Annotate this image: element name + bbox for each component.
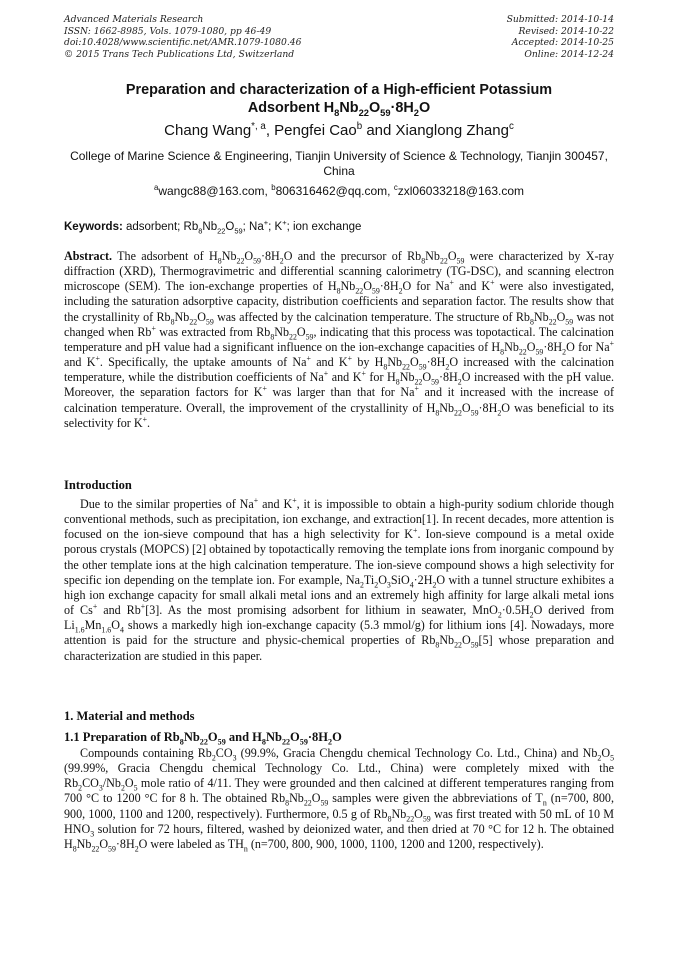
affiliation: College of Marine Science & Engineering, Tianjin University of Science & Technology, Tianjin 300457, China bbox=[70, 149, 608, 178]
methods-paragraph: Compounds containing $Rb_2CO_3$ (99.9%, Gracia Chengdu chemical Technology Co. Ltd., China) and $Nb_2O_5$ (99.99%, Gracia Chengdu chemical Technology Co. Ltd., China) were completely mixed with the $Rb_2CO_3/Nb_2O_5$ mole ratio of 4/11. They were grounded and then calcined at different temperatures ranging from 700 °C to 1200 °C for 8 h. The obtained $Rb_8Nb_{22}O_{59}$ samples were given the abbreviations of $T_n$ (n=700, 800, 900, 1000, 1100 and 1200, respectively). Furthermore, 0.5 g of $Rb_8Nb_{22}O_{59}$ was first treated with 50 mL of 10 M $HNO_3$ solution for 72 hours, filtered, washed by deionized water, and then dried at 70 °C for 12 h. The obtained $H_8Nb_{22}O_{59}\cdot 8H_2O$ were labeled as $TH_n$ (n=700, 800, 900, 1000, 1100, 1200 and 1200, respectively). bbox=[64, 746, 614, 854]
accepted-date: Accepted: 2014-10-25 bbox=[511, 37, 614, 48]
keywords: Keywords: adsorbent; $Rb_8Nb_{22}O_{59}$; Na+; K+; ion exchange bbox=[64, 218, 362, 236]
header-right bbox=[507, 14, 614, 60]
introduction bbox=[64, 497, 614, 664]
email-3[interactable]: zxl06033218@163.com bbox=[397, 184, 525, 198]
revised-date: Revised: 2014-10-22 bbox=[518, 25, 614, 37]
abstract-label: Abstract. bbox=[64, 249, 113, 263]
author-2-mark: b bbox=[356, 121, 363, 132]
intro-heading: Introduction bbox=[64, 478, 132, 492]
author-3-mark: c bbox=[508, 121, 514, 132]
title-prefix: Adsorbent bbox=[247, 99, 324, 116]
email-b-mark: b bbox=[271, 183, 276, 192]
issn-line: ISSN: 1662-8985, Vols. 1079-1080, pp 46-49 bbox=[64, 25, 272, 37]
author-3: and Xianglong Zhang bbox=[362, 122, 509, 139]
email-2[interactable]: 806316462@qq.com, bbox=[275, 184, 394, 198]
email-1[interactable]: wangc88@163.com, bbox=[158, 184, 272, 198]
methods-text bbox=[64, 746, 614, 852]
title-line-2: Adsorbent $H_8Nb_{22}O_{59}\cdot 8H_2O$ bbox=[247, 99, 431, 118]
online-date: Online: 2014-12-24 bbox=[524, 48, 614, 60]
title-line-1: Preparation and characterization of a High-efficient Potassium bbox=[125, 82, 553, 98]
section-1-heading: 1. Material and methods bbox=[64, 709, 195, 723]
section-1-1-heading: 1.1 Preparation of $Rb_8Nb_{22}O_{59}$ and $H_8Nb_{22}O_{59}\cdot 8H_2O$ bbox=[64, 730, 342, 747]
journal-name: Advanced Materials Research bbox=[64, 14, 204, 25]
email-list bbox=[40, 184, 638, 198]
paper-title bbox=[40, 82, 638, 117]
journal-header bbox=[64, 14, 614, 60]
doi-line: doi:10.4028/www.scientific.net/AMR.1079-1080.46 bbox=[64, 37, 302, 48]
email-a-mark: a bbox=[153, 183, 159, 192]
email-c-mark: c bbox=[393, 183, 398, 192]
author-1-mark: *, a bbox=[251, 121, 266, 132]
abstract-text: Abstract. The adsorbent of $H_8Nb_{22}O_{59}\cdot 8H_2O$ and the precursor of $Rb_8Nb_{22}O_{59}$ were characterized by X-ray diffraction (XRD), Thermogravimetric and differential scanning calorimetry (TG-DSC), and scanning electron microscope (SEM). The ion-exchange properties of $H_8Nb_{22}O_{59}\cdot 8H_2O$ for Na+ and K+ were also investigated, including the saturation adsorptive capacity, distribution coefficients and separation factor. The results show that the crystallinity of $Rb_8Nb_{22}O_{59}$ was affected by the calcination temperature. The structure of $Rb_8Nb_{22}O_{59}$ was not changed when Rb+ was extracted from $Rb_8Nb_{22}O_{59}$, indicating that this process was topotactical. The calcination temperature and pH value had a significant influence on the ion-exchange capacities of $H_8Nb_{22}O_{59}\cdot 8H_2O$ for Na+ and K+. Specifically, the uptake amounts of Na+ and K+ by $H_8Nb_{22}O_{59}\cdot 8H_2O$ increased with the calcination temperature, while the distribution coefficients of Na+ and K+ for $H_8Nb_{22}O_{59}\cdot 8H_2O$ increased with the pH value. Moreover, the separation factors for K+ was larger than that for Na+ and it increased with the increase of calcination temperature. Overall, the improvement of the crystallinity of $H_8Nb_{22}O_{59}\cdot 8H_2O$ was beneficial to its selectivity for K+. bbox=[64, 249, 615, 430]
author-2: , Pengfei Cao bbox=[265, 122, 357, 139]
section-1-1-prefix: 1.1 Preparation of bbox=[64, 730, 164, 744]
author-list bbox=[40, 122, 638, 139]
keywords-label: Keywords: bbox=[64, 221, 123, 233]
copyright-line: © 2015 Trans Tech Publications Ltd, Switzerland bbox=[64, 48, 295, 60]
abstract bbox=[64, 249, 614, 431]
submitted-date: Submitted: 2014-10-14 bbox=[506, 14, 614, 25]
intro-text: Due to the similar properties of Na+ and K+, it is impossible to obtain a high-purity sodium chloride though conventional methods, such as precipitation, ion exchange, and extraction[1]. In recent decades, more attention is focused on the ion-sieve compound that has a high selectivity for K+. Ion-sieve compound is a metal oxide porous crystals (MOPCS) [2] obtained by topotactically removing the template ions from inorganic compound by the other template ions at the high calcination temperature. The ion-sieve compound shows a high selectivity for specific ion depending on the template ion. For example, $Na_2Ti_2O_3SiO_4\cdot 2H_2O$ with a tunnel structure exhibites a high ion exchange capacity for small alkali metal ions and an extremely high affinity for large alkali metal ions of Cs+ and Rb+[3]. As the most promising adsorbent for lithium in seawater, $MnO_2\cdot 0.5H_2O$ derived from $Li_{1.6}Mn_{1.6}O_4$ shows a markedly high ion-exchange capacity (5.3 mmol/g) for lithium ions [4]. Nowadays, more attention is paid for the structure and physic-chemical properties of $Rb_8Nb_{22}O_{59}[5]$ whose preparation and characterization are studied in this paper. bbox=[64, 495, 615, 663]
header-left bbox=[64, 14, 301, 60]
author-1: Chang Wang bbox=[164, 122, 252, 139]
